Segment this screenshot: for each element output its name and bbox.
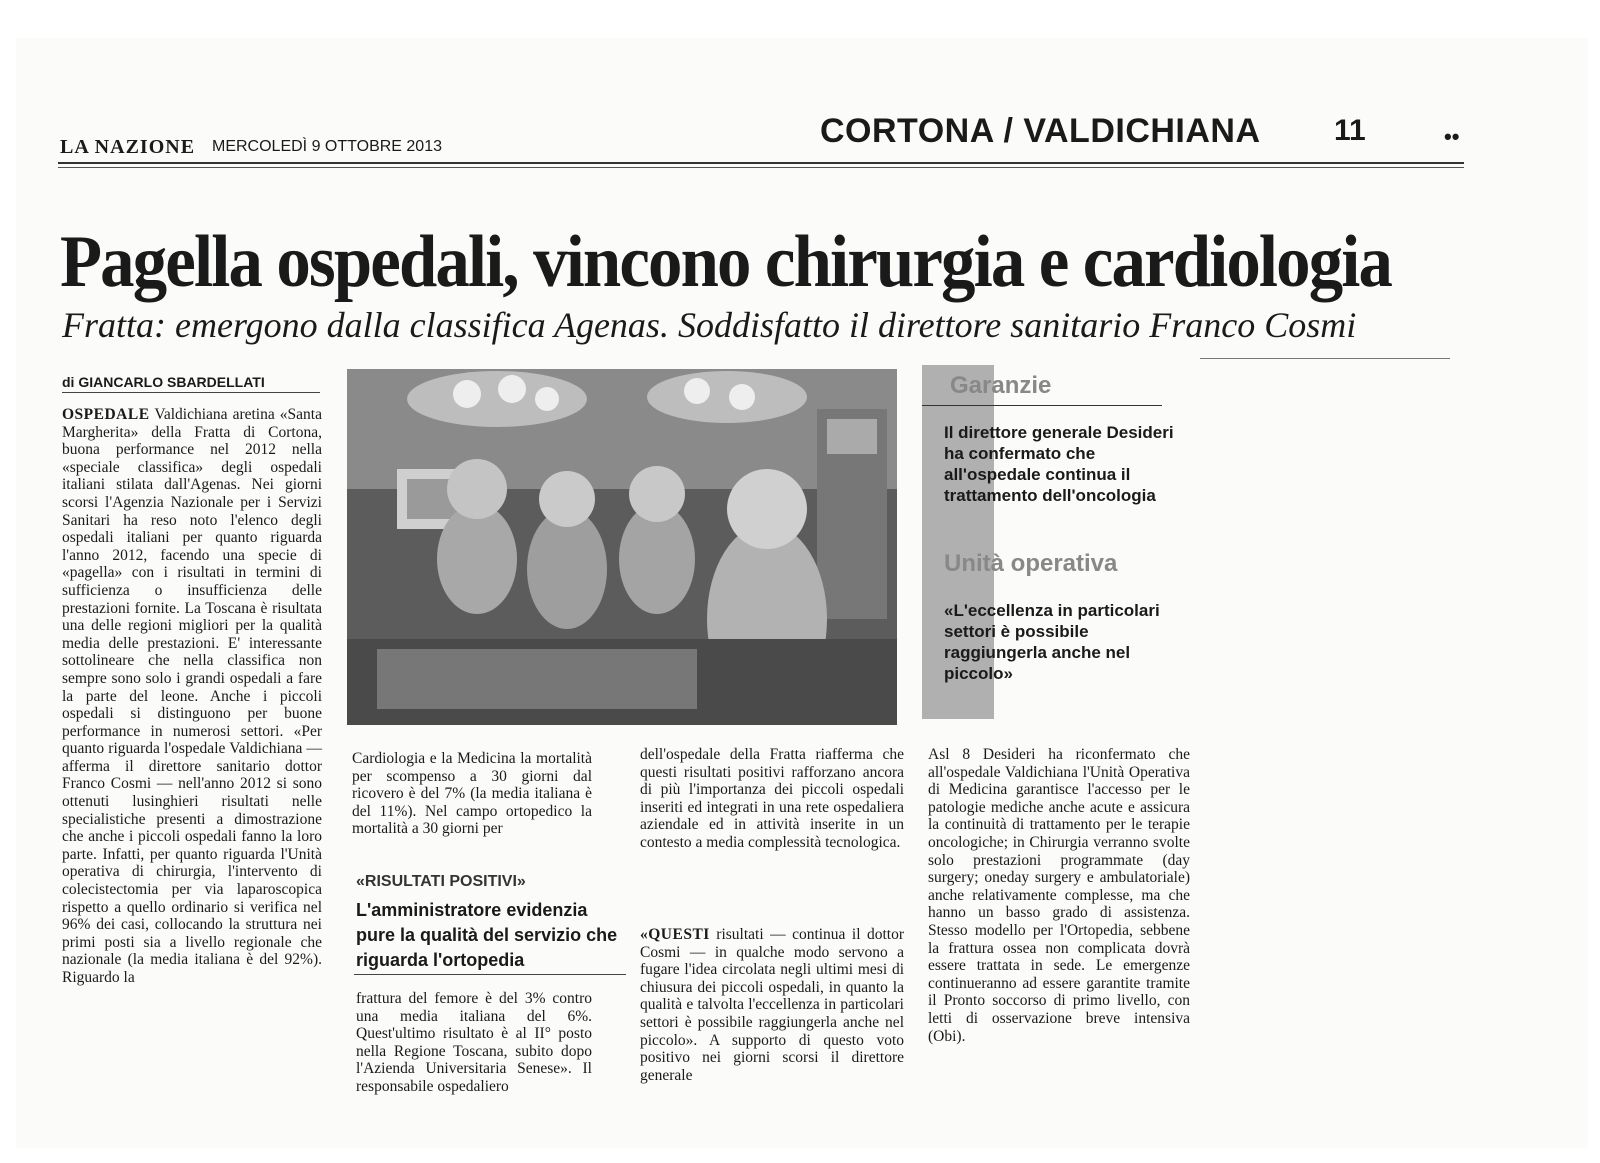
page-number: 11 bbox=[1334, 114, 1366, 147]
publication-date: MERCOLEDÌ 9 OTTOBRE 2013 bbox=[212, 138, 442, 155]
pullquote-kicker: «RISULTATI POSITIVI» bbox=[356, 873, 526, 890]
sidebar-rule bbox=[922, 405, 1162, 406]
column-3-text: risultati — continua il dottor Cosmi — in qualche modo servono a fugare l'idea circolata negli ultimi mesi di chiusura dei piccoli ospedali, in quanto la qualità e talvolta l'eccellenza in particolari settori è possibile raggiungerla anche nel piccolo». A supporto di questo voto positivo nei giorni scorsi il direttore generale bbox=[640, 926, 904, 1084]
surgery-photo bbox=[347, 369, 897, 725]
ornament-dots: •• bbox=[1444, 124, 1460, 149]
article-column-1 bbox=[62, 406, 322, 987]
masthead-rule bbox=[58, 162, 1464, 164]
subhead-rule bbox=[1200, 358, 1450, 359]
sidebar-heading-guarantees: Garanzie bbox=[950, 372, 1052, 399]
article-column-2-bottom: frattura del femore è del 3% contro una media italiana del 6%. Quest'ultimo risultato è al II° posto nella Regione Toscana, subito dopo l'Azienda Universitaria Senese». Il responsabile ospedaliero bbox=[356, 990, 592, 1095]
headline: Pagella ospedali, vincono chirurgia e cardiologia bbox=[60, 221, 1392, 303]
lead-word: OSPEDALE bbox=[62, 406, 150, 423]
section-title: CORTONA / VALDICHIANA bbox=[820, 112, 1261, 150]
article-column-3-bottom bbox=[640, 926, 904, 1084]
sidebar-heading-unit: Unità operativa bbox=[944, 550, 1118, 577]
byline: di GIANCARLO SBARDELLATI bbox=[62, 374, 265, 390]
article-column-3-top: dell'ospedale della Fratta riafferma che questi risultati positivi rafforzano ancora di più l'importanza dei piccoli ospedali inseriti ed integrati in una rete ospedaliera aziendale ed in attività inserite in un contesto a media complessità tecnologica. bbox=[640, 746, 904, 851]
masthead-rule-thin bbox=[58, 167, 1464, 168]
pullquote-text: L'amministratore evidenzia pure la qualità del servizio che riguarda l'ortopedia bbox=[356, 900, 618, 970]
pullquote-rule bbox=[354, 974, 626, 975]
article-column-2-top: Cardiologia e la Medicina la mortalità per scompenso a 30 giorni dal ricovero è del 7% (la media italiana è del 11%). Nel campo ortopedico la mortalità a 30 giorni per bbox=[352, 750, 592, 838]
sidebar-text-guarantees: Il direttore generale Desideri ha confermato che all'ospedale continua il trattamento dell'oncologia bbox=[944, 423, 1174, 505]
subheadline: Fratta: emergono dalla classifica Agenas. Soddisfatto il direttore sanitario Franco Cosmi bbox=[62, 305, 1357, 345]
sidebar-text-unit: «L'eccellenza in particolari settori è possibile raggiungerla anche nel piccolo» bbox=[944, 601, 1160, 683]
column-1-text: Valdichiana aretina «Santa Margherita» della Fratta di Cortona, buona performance nel 2012 nella «speciale classifica» degli ospedali italiani stilata dall'Agenas. Nei giorni scorsi l'Agenzia Nazionale per i Servizi Sanitari ha reso noto l'elenco degli ospedali italiani per quanto riguarda l'anno 2012, facendo una specie di «pagella» con i risultati in termini di sufficienza o insufficienza delle prestazioni fornite. La Toscana è risultata una delle regioni migliori per la qualità media delle prestazioni. E' interessante sottolineare che nella classifica non sempre sono solo i grandi ospedali a fare la parte del leone. Anche i piccoli ospedali si distinguono per buone performance in numerosi settori. «Per quanto riguarda l'ospedale Valdichiana — afferma il direttore sanitario dottor Franco Cosmi — nell'anno 2012 si sono ottenuti lusinghieri risultati nelle specialistiche presenti a dimostrazione che anche i piccoli ospedali fanno la loro parte. Infatti, per quanto riguarda l'Unità operativa di chirurgia, l'intervento di colecistectomia per via laparoscopica rispetto a quello ordinario si verifica nel 96% dei casi, collocando la struttura nei primi posti sia a livello regionale che nazionale (la media italiana è del 92%). Riguardo la bbox=[62, 406, 322, 986]
paper-name: LA NAZIONE bbox=[60, 136, 196, 158]
article-column-4: Asl 8 Desideri ha riconfermato che all'ospedale Valdichiana l'Unità Operativa di Medicina garantisce l'accesso per le patologie mediche anche acute e assicura la continuità di trattamento per le terapie oncologiche; in Chirurgia verranno svolte solo prestazioni programmate (day surgery; oneday surgery e ambulatoriale) anche relativamente complesse, ma che hanno un basso grado di assistenza. Stesso modello per l'Ortopedia, sebbene la frattura ossea non complicata dovrà essere trattata in sede. Le emergenze continueranno ad essere garantite tramite il Pronto soccorso di primo livello, con letti di osservazione breve intensiva (Obi). bbox=[928, 746, 1190, 1045]
lead-word-questi: «QUESTI bbox=[640, 926, 710, 943]
operating-room-illustration bbox=[347, 369, 897, 725]
byline-rule bbox=[62, 392, 320, 393]
